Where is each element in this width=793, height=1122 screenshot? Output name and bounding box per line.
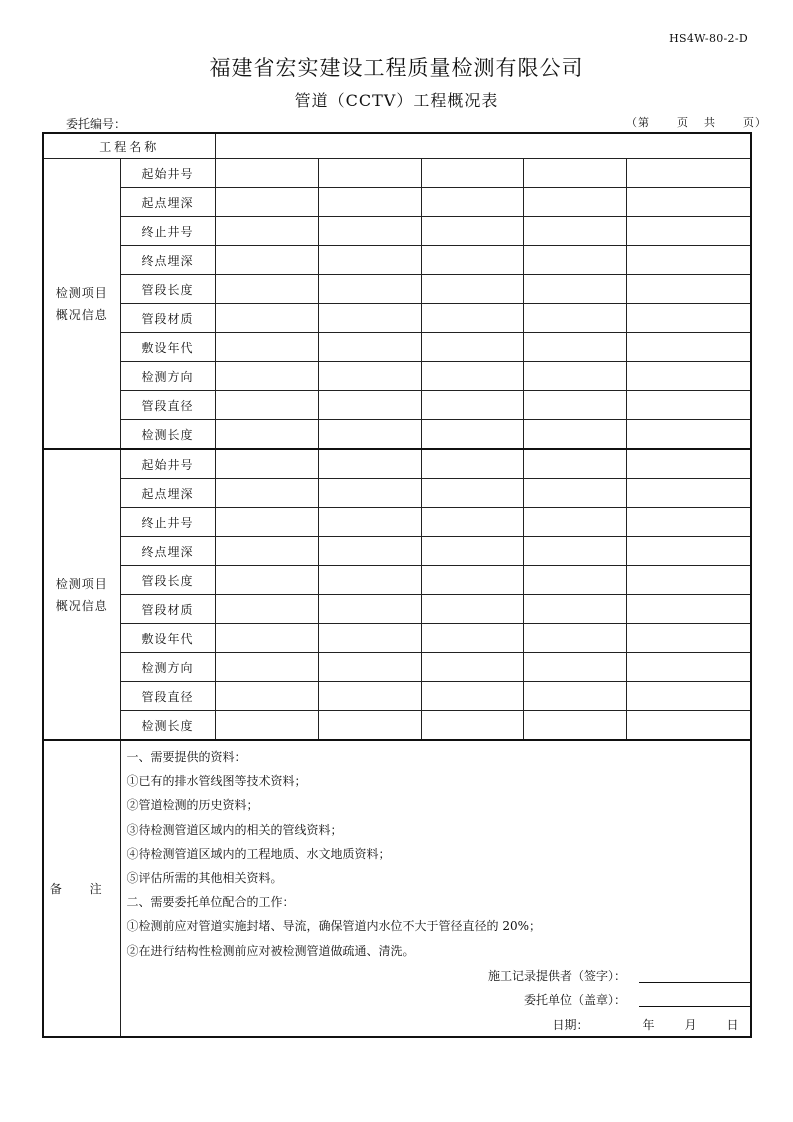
row-label: 检测长度: [120, 420, 215, 450]
row-label: 管段直径: [120, 682, 215, 711]
value-cell[interactable]: [626, 217, 751, 246]
group-label-line2: 概况信息: [55, 598, 108, 613]
form-code: HS4W-80-2-D: [669, 32, 748, 45]
remark-line: ②管道检测的历史资料；: [126, 798, 259, 813]
company-name: 福建省宏实建设工程质量检测有限公司: [209, 56, 584, 80]
table-row: [43, 275, 751, 304]
row-label: 敷设年代: [120, 624, 215, 653]
value-cell[interactable]: [215, 333, 318, 362]
value-cell[interactable]: [421, 391, 523, 420]
value-cell[interactable]: [318, 362, 421, 391]
table-row: [43, 217, 751, 246]
value-cell[interactable]: [318, 711, 421, 741]
table-row: [43, 624, 751, 653]
row-label: 敷设年代: [120, 333, 215, 362]
value-cell[interactable]: [421, 362, 523, 391]
value-cell[interactable]: [523, 333, 626, 362]
value-cell[interactable]: [421, 304, 523, 333]
page-open: （第: [626, 116, 650, 129]
value-cell[interactable]: [215, 711, 318, 741]
table-row: [43, 362, 751, 391]
value-cell[interactable]: [626, 624, 751, 653]
value-cell[interactable]: [318, 508, 421, 537]
table-row: [43, 333, 751, 362]
value-cell[interactable]: [215, 159, 318, 188]
value-cell[interactable]: [626, 508, 751, 537]
value-cell[interactable]: [626, 362, 751, 391]
value-cell[interactable]: [421, 159, 523, 188]
value-cell[interactable]: [523, 159, 626, 188]
value-cell[interactable]: [215, 217, 318, 246]
table-row: [43, 566, 751, 595]
value-cell[interactable]: [626, 653, 751, 682]
remark-line: ①已有的排水管线图等技术资料；: [126, 774, 307, 789]
value-cell[interactable]: [215, 653, 318, 682]
row-label: 终止井号: [120, 217, 215, 246]
record-provider-label: 施工记录提供者（签字）：: [488, 968, 627, 983]
value-cell[interactable]: [626, 246, 751, 275]
value-cell[interactable]: [421, 508, 523, 537]
value-cell[interactable]: [523, 449, 626, 479]
value-cell[interactable]: [318, 566, 421, 595]
value-cell[interactable]: [421, 188, 523, 217]
value-cell[interactable]: [523, 624, 626, 653]
value-cell[interactable]: [215, 246, 318, 275]
group-label-line1: 检测项目: [55, 576, 108, 591]
value-cell[interactable]: [523, 595, 626, 624]
table-row: [43, 246, 751, 275]
value-cell[interactable]: [523, 682, 626, 711]
value-cell[interactable]: [318, 479, 421, 508]
remark-line: ⑤评估所需的其他相关资料。: [126, 870, 283, 885]
date-line: [127, 1012, 745, 1036]
value-cell[interactable]: [215, 595, 318, 624]
value-cell[interactable]: [215, 275, 318, 304]
client-unit-seal: [127, 987, 745, 1012]
value-cell[interactable]: [215, 682, 318, 711]
value-cell[interactable]: [523, 304, 626, 333]
value-cell[interactable]: [523, 391, 626, 420]
value-cell[interactable]: [318, 246, 421, 275]
value-cell[interactable]: [626, 479, 751, 508]
value-cell[interactable]: [318, 391, 421, 420]
remark-line: ①检测前应对管道实施封堵、导流，确保管道内水位不大于管径直径的 20%；: [126, 919, 541, 934]
remark-line: ②在进行结构性检测前应对被检测管道做疏通、清洗。: [126, 943, 415, 958]
value-cell[interactable]: [215, 624, 318, 653]
row-label: 起始井号: [120, 159, 215, 188]
value-cell[interactable]: [421, 595, 523, 624]
page-close: 页）: [743, 116, 767, 129]
value-cell[interactable]: [421, 711, 523, 741]
remark-line: ③待检测管道区域内的相关的管线资料；: [126, 822, 343, 837]
group-label-line1: 检测项目: [55, 285, 108, 300]
value-cell[interactable]: [421, 449, 523, 479]
value-cell[interactable]: [215, 304, 318, 333]
value-cell[interactable]: [421, 420, 523, 450]
value-cell[interactable]: [523, 537, 626, 566]
table-row: [43, 449, 751, 479]
value-cell[interactable]: [421, 246, 523, 275]
group-label: [43, 449, 120, 740]
row-label: 管段材质: [120, 304, 215, 333]
value-cell[interactable]: [215, 449, 318, 479]
table-row: [43, 420, 751, 450]
value-cell[interactable]: [523, 246, 626, 275]
project-overview-table: [42, 132, 752, 1038]
value-cell[interactable]: [421, 479, 523, 508]
client-unit-label: 委托单位（盖章）：: [524, 993, 627, 1008]
value-cell[interactable]: [626, 391, 751, 420]
row-label: 管段长度: [120, 566, 215, 595]
value-cell[interactable]: [318, 159, 421, 188]
table-row: [43, 711, 751, 741]
value-cell[interactable]: [523, 188, 626, 217]
value-cell[interactable]: [626, 304, 751, 333]
table-row: [43, 188, 751, 217]
row-label: 终点埋深: [120, 246, 215, 275]
value-cell[interactable]: [523, 420, 626, 450]
remark-line: ④待检测管道区域内的工程地质、水文地质资料；: [126, 846, 391, 861]
row-label: 检测方向: [120, 653, 215, 682]
value-cell[interactable]: [421, 624, 523, 653]
value-cell[interactable]: [318, 624, 421, 653]
table-row: [43, 391, 751, 420]
record-provider-signature: [127, 963, 745, 988]
table-row: [43, 595, 751, 624]
value-cell[interactable]: [626, 537, 751, 566]
row-label: 检测长度: [120, 711, 215, 741]
value-cell[interactable]: [318, 682, 421, 711]
value-cell[interactable]: [215, 537, 318, 566]
table-row: [43, 682, 751, 711]
value-cell[interactable]: [626, 711, 751, 741]
date-month: 月: [684, 1017, 697, 1032]
value-cell[interactable]: [318, 333, 421, 362]
value-cell[interactable]: [523, 653, 626, 682]
row-label: 起点埋深: [120, 188, 215, 217]
value-cell[interactable]: [626, 682, 751, 711]
record-provider-signature-line[interactable]: [639, 982, 752, 983]
value-cell[interactable]: [318, 188, 421, 217]
value-cell[interactable]: [626, 275, 751, 304]
entrust-number-label: 委托编号：: [66, 117, 127, 131]
value-cell[interactable]: [318, 449, 421, 479]
client-unit-seal-line[interactable]: [639, 1006, 752, 1007]
table-row: [43, 304, 751, 333]
row-label: 终止井号: [120, 508, 215, 537]
page-indicator: [626, 114, 767, 130]
form-title: 管道（CCTV）工程概况表: [294, 91, 499, 110]
table-row: [43, 159, 751, 188]
row-label: 起点埋深: [120, 479, 215, 508]
value-cell[interactable]: [421, 566, 523, 595]
value-cell[interactable]: [626, 420, 751, 450]
date-day: 日: [726, 1017, 739, 1032]
value-cell[interactable]: [215, 479, 318, 508]
value-cell[interactable]: [523, 217, 626, 246]
total-word: 共: [704, 116, 716, 129]
value-cell[interactable]: [421, 333, 523, 362]
remark-line: 二、需要委托单位配合的工作：: [126, 895, 295, 910]
page-word: 页: [677, 116, 689, 129]
value-cell[interactable]: [626, 333, 751, 362]
group-2: [43, 449, 751, 740]
group-1: [43, 159, 751, 450]
group-label: [43, 159, 120, 450]
value-cell[interactable]: [215, 188, 318, 217]
table-row: [43, 479, 751, 508]
table-row: [43, 508, 751, 537]
value-cell[interactable]: [318, 595, 421, 624]
value-cell[interactable]: [318, 217, 421, 246]
value-cell[interactable]: [626, 188, 751, 217]
value-cell[interactable]: [523, 362, 626, 391]
value-cell[interactable]: [215, 508, 318, 537]
value-cell[interactable]: [421, 275, 523, 304]
table-row: [43, 537, 751, 566]
row-label: 终点埋深: [120, 537, 215, 566]
value-cell[interactable]: [421, 217, 523, 246]
value-cell[interactable]: [626, 566, 751, 595]
project-name-field[interactable]: [215, 133, 751, 159]
value-cell[interactable]: [523, 566, 626, 595]
value-cell[interactable]: [421, 653, 523, 682]
date-year: 年: [642, 1017, 655, 1032]
row-label: 起始井号: [120, 449, 215, 479]
value-cell[interactable]: [626, 595, 751, 624]
value-cell[interactable]: [318, 275, 421, 304]
value-cell[interactable]: [318, 537, 421, 566]
row-label: 检测方向: [120, 362, 215, 391]
value-cell[interactable]: [626, 159, 751, 188]
row-label: 管段长度: [120, 275, 215, 304]
table-row: [43, 653, 751, 682]
project-name-label: 工程名称: [43, 133, 215, 159]
value-cell[interactable]: [626, 449, 751, 479]
row-label: 管段直径: [120, 391, 215, 420]
value-cell[interactable]: [523, 508, 626, 537]
remark-line: 一、需要提供的资料：: [126, 750, 247, 764]
value-cell[interactable]: [523, 275, 626, 304]
value-cell[interactable]: [318, 653, 421, 682]
value-cell[interactable]: [318, 420, 421, 450]
remarks-label: 备 注: [43, 740, 120, 1037]
remarks-content: [120, 740, 751, 1037]
group-label-line2: 概况信息: [55, 307, 108, 322]
date-label: 日期：: [552, 1017, 589, 1032]
value-cell[interactable]: [215, 391, 318, 420]
value-cell[interactable]: [523, 711, 626, 741]
value-cell[interactable]: [421, 537, 523, 566]
value-cell[interactable]: [215, 420, 318, 450]
value-cell[interactable]: [215, 362, 318, 391]
value-cell[interactable]: [215, 566, 318, 595]
value-cell[interactable]: [523, 479, 626, 508]
value-cell[interactable]: [421, 682, 523, 711]
row-label: 管段材质: [120, 595, 215, 624]
value-cell[interactable]: [318, 304, 421, 333]
